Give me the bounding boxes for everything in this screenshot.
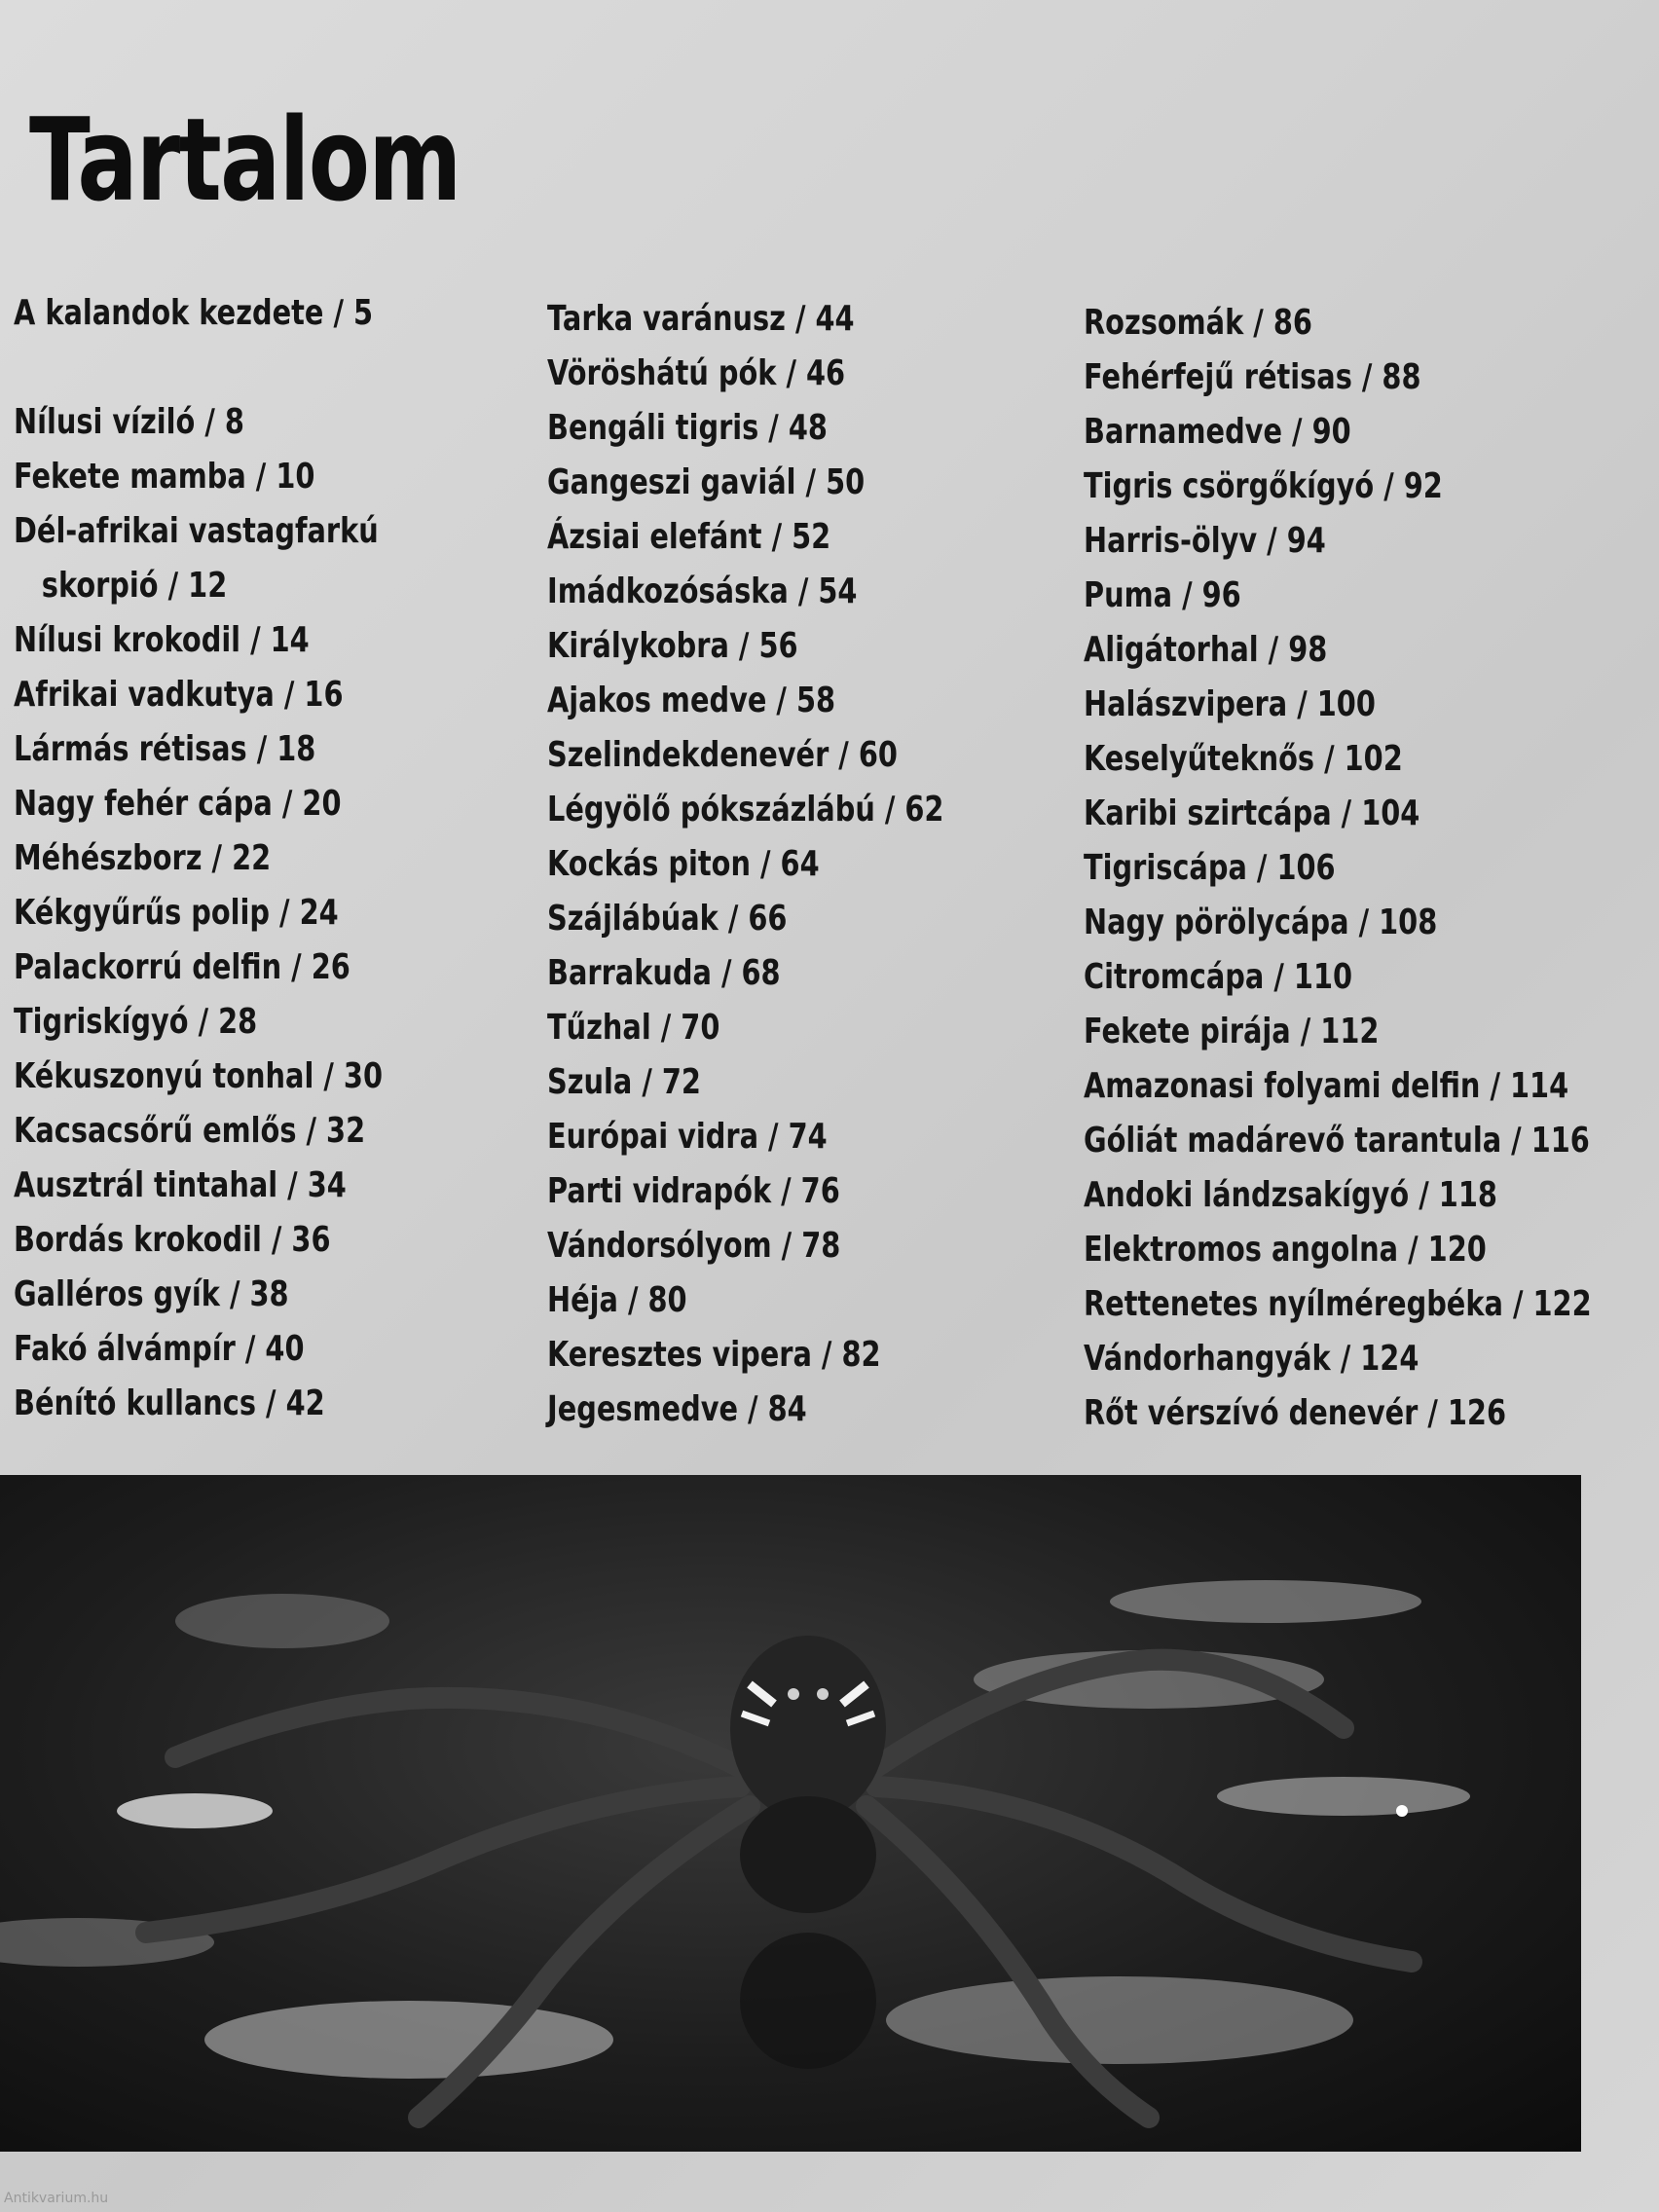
toc-entry: Imádkozósáska / 54 [547,571,858,611]
toc-entry: Fehérfejű rétisas / 88 [1084,357,1421,397]
toc-entry: Karibi szirtcápa / 104 [1084,793,1420,833]
toc-entry: Galléros gyík / 38 [14,1274,289,1314]
toc-entry: Tűzhal / 70 [547,1008,720,1048]
toc-entry: Fekete mamba / 10 [14,457,315,497]
toc-entry: Fakó álvámpír / 40 [14,1329,305,1369]
spider-photo [0,1475,1581,2152]
toc-column-2 [547,292,1092,1437]
toc-entry: Puma / 96 [1084,575,1241,615]
toc-entry: Szájlábúak / 66 [547,899,788,939]
toc-entry: Bengáli tigris / 48 [547,408,828,448]
toc-entry: Palackorrú delfin / 26 [14,947,350,987]
page-title: Tartalom [29,92,461,227]
toc-entry: Barnamedve / 90 [1084,412,1351,452]
toc-entry: Aligátorhal / 98 [1084,630,1328,670]
toc-entry: Nagy fehér cápa / 20 [14,784,342,824]
toc-entry: Andoki lándzsakígyó / 118 [1084,1175,1497,1215]
watermark: Antikvarium.hu [4,2191,109,2206]
toc-entry: Afrikai vadkutya / 16 [14,675,344,715]
toc-entry: Kacsacsőrű emlős / 32 [14,1111,366,1151]
spider-illustration [0,1475,1581,2152]
toc-column-3 [1084,296,1629,1441]
toc-entry: Harris-ölyv / 94 [1084,521,1326,561]
toc-entry: Légyölő pókszázlábú / 62 [547,790,944,830]
toc-entry: Lármás rétisas / 18 [14,729,316,769]
toc-entry: Elektromos angolna / 120 [1084,1230,1487,1270]
toc-entry: Ausztrál tintahal / 34 [14,1165,347,1205]
toc-entry: Nílusi víziló / 8 [14,402,244,442]
toc-entry: Nagy pörölycápa / 108 [1084,903,1438,942]
toc-entry: Vándorhangyák / 124 [1084,1339,1419,1379]
toc-entry: Bénító kullancs / 42 [14,1383,325,1423]
toc-entry: Kockás piton / 64 [547,844,820,884]
toc-entry: Kékuszonyú tonhal / 30 [14,1056,384,1096]
toc-entry: Amazonasi folyami delfin / 114 [1084,1066,1569,1106]
toc-entry: Szelindekdenevér / 60 [547,735,898,775]
toc-entry: Héja / 80 [547,1280,687,1320]
toc-entry: Rettenetes nyílméregbéka / 122 [1084,1284,1592,1324]
toc-entry: Keselyűteknős / 102 [1084,739,1403,779]
toc-entry: Vándorsólyom / 78 [547,1226,841,1266]
toc-entry: Ajakos medve / 58 [547,681,836,720]
toc-entry: Jegesmedve / 84 [547,1389,807,1429]
toc-entry: Fekete pirája / 112 [1084,1012,1380,1051]
toc-entry: Kékgyűrűs polip / 24 [14,893,339,933]
toc-entry: Ázsiai elefánt / 52 [547,517,831,557]
toc-entry: Vöröshátú pók / 46 [547,353,846,393]
toc-entry: Keresztes vipera / 82 [547,1335,881,1375]
toc-entry: Citromcápa / 110 [1084,957,1353,997]
toc-entry: Méhészborz / 22 [14,838,272,878]
toc-entry: Góliát madárevő tarantula / 116 [1084,1121,1590,1161]
toc-entry: Dél-afrikai vastagfarkú [14,511,379,551]
toc-column-1 [14,286,559,1431]
toc-entry: Királykobra / 56 [547,626,798,666]
toc-entry: Tigris csörgőkígyó / 92 [1084,466,1443,506]
toc-entry: Nílusi krokodil / 14 [14,620,310,660]
toc-entry: Bordás krokodil / 36 [14,1220,331,1260]
toc-entry: Halászvipera / 100 [1084,684,1376,724]
toc-entry: Parti vidrapók / 76 [547,1171,840,1211]
toc-entry: Barrakuda / 68 [547,953,781,993]
toc-entry: Tigriskígyó / 28 [14,1002,258,1042]
toc-entry: Európai vidra / 74 [547,1117,828,1157]
toc-entry: Rozsomák / 86 [1084,303,1312,343]
toc-entry: Tarka varánusz / 44 [547,299,855,339]
toc-entry-continuation: skorpió / 12 [41,566,228,606]
toc-entry: Szula / 72 [547,1062,701,1102]
toc-entry: Tigriscápa / 106 [1084,848,1336,888]
toc-entry: A kalandok kezdete / 5 [14,293,374,333]
toc-entry: Rőt vérszívó denevér / 126 [1084,1393,1507,1433]
toc-entry: Gangeszi gaviál / 50 [547,462,866,502]
